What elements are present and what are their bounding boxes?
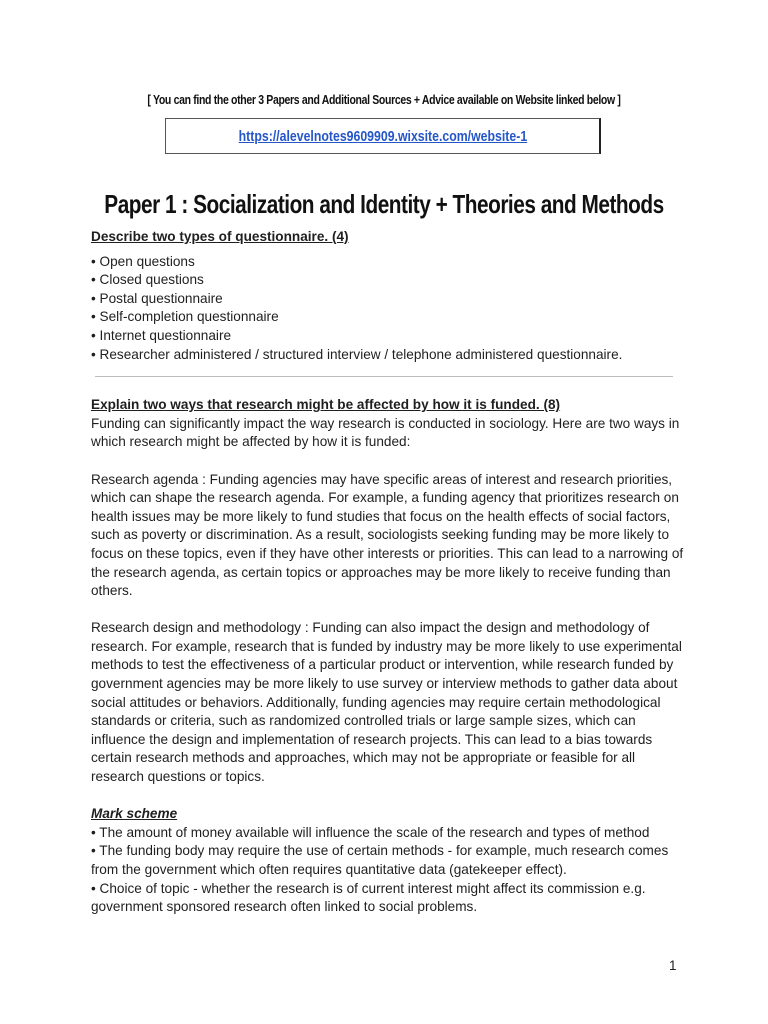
spacer [91, 377, 691, 396]
page-title: Paper 1 : Socialization and Identity + Theories and Methods [104, 189, 664, 219]
spacer [91, 601, 691, 620]
question-1-heading: Describe two types of questionnaire. (4) [91, 229, 349, 244]
website-link[interactable]: https://alevelnotes9609909.wixsite.com/website-1 [238, 127, 527, 145]
document-body [91, 228, 691, 917]
list-item: • Self-completion questionnaire [91, 309, 279, 325]
list-item: • Postal questionnaire [91, 290, 223, 306]
research-agenda-paragraph: Research agenda : Funding agencies may have specific areas of interest and research priorities, which can shape the research agenda. For example, a funding agency that prioritizes research on health issues may be more likely to fund studies that focus on the health effects of social factors, such as poverty or discrimination. As a result, sociologists seeking funding may be more likely to focus on these topics, even if they have other interests or priorities. This can lead to a narrowing of the research agenda, as certain topics or approaches may be more likely to receive funding than others. [91, 471, 684, 599]
mark-scheme-heading: Mark scheme [91, 806, 178, 822]
spacer [91, 452, 691, 471]
list-item: • Internet questionnaire [91, 327, 232, 343]
research-design-paragraph: Research design and methodology : Funding can also impact the design and methodology of research. For example, research that is funded by industry may be more likely to use experimental methods to test the effectiveness of a particular product or intervention, while research funded by government agencies may be more likely to use survey or interview methods to gather data about social attitudes or behaviors. Additionally, funding agencies may require certain methodological standards or criteria, such as randomized controlled trials or large sample sizes, which can influence the design and implementation of research projects. This can lead to a bias towards certain research methods and approaches, which may not be appropriate or feasible for all research questions or topics. [91, 620, 682, 785]
question-2-intro: Funding can significantly impact the way research is conducted in sociology. Here are two ways in which research might be affected by how it is funded: [91, 415, 680, 450]
page-number: 1 [669, 958, 677, 973]
list-item: • Closed questions [91, 272, 204, 288]
list-item: • Open questions [91, 253, 195, 269]
mark-scheme-point: • Choice of topic - whether the research is of current interest might affect its commission e.g. government sponsored research often linked to social problems. [91, 880, 646, 915]
website-banner: [ You can find the other 3 Papers and Additional Sources + Advice available on Website linked below ] [147, 93, 621, 107]
question-1-answer-list [91, 253, 691, 365]
spacer [91, 787, 691, 806]
list-item: • Researcher administered / structured interview / telephone administered questionnaire. [91, 346, 623, 362]
mark-scheme-point: • The amount of money available will influence the scale of the research and types of method [91, 824, 650, 840]
website-link-box [165, 118, 601, 154]
mark-scheme-point: • The funding body may require the use of certain methods - for example, much research comes from the government which often requires quantitative data (gatekeeper effect). [91, 843, 669, 877]
question-2-heading: Explain two ways that research might be affected by how it is funded. (8) [91, 397, 561, 413]
